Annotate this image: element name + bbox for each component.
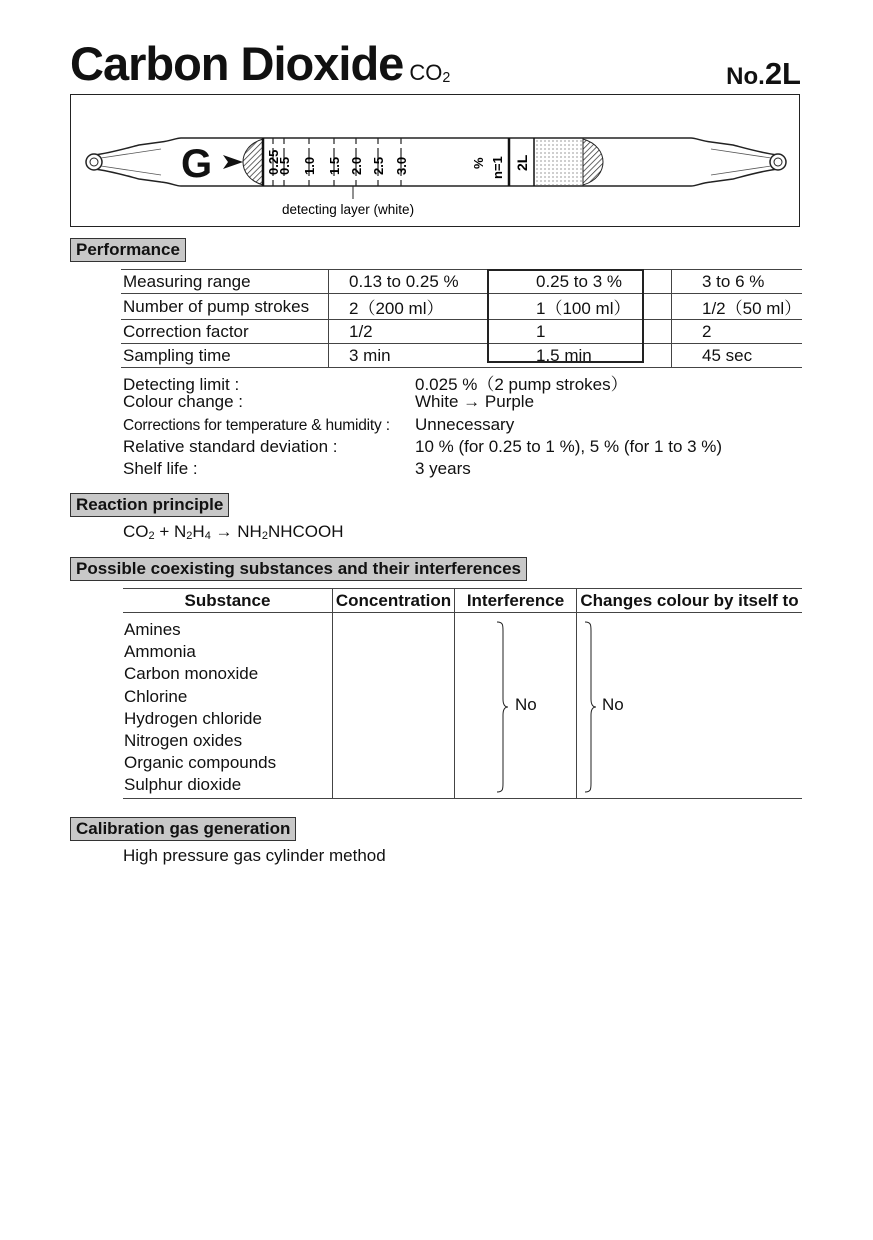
scale-label: 2.0	[349, 156, 364, 175]
scale-label: 1.0	[302, 156, 317, 175]
performance-value-low: 3 min	[329, 344, 507, 368]
substance-item: Amines	[124, 620, 181, 639]
tube-strokes: n=1	[490, 156, 505, 179]
detail-key: Shelf life :	[123, 459, 198, 478]
detail-row	[123, 459, 471, 479]
performance-value-high: 2	[672, 320, 803, 344]
performance-value-low: 1/2	[329, 320, 507, 344]
col-changes-colour: Changes colour by itself to	[577, 589, 803, 613]
detail-key: Detecting limit :	[123, 375, 240, 394]
interferences-table	[123, 588, 802, 799]
performance-value-standard: 1（100 ml）	[506, 294, 672, 320]
substance-item: Sulphur dioxide	[124, 775, 242, 795]
interference-cell	[455, 613, 577, 799]
detail-key: Relative standard deviation :	[123, 437, 338, 456]
changes-colour-value: No	[602, 695, 624, 714]
performance-row	[121, 294, 802, 320]
performance-label: Sampling time	[121, 344, 329, 368]
performance-value-high: 3 to 6 %	[672, 270, 803, 294]
performance-row	[121, 270, 802, 294]
scale-label: 2.5	[371, 156, 386, 175]
detector-tube-svg	[71, 95, 801, 228]
brace-icon	[495, 621, 509, 793]
detail-value: 0.025 %（2 pump strokes）	[415, 375, 628, 394]
substance-item: Nitrogen oxides	[124, 730, 243, 750]
substance-item: Organic compounds	[124, 753, 277, 773]
col-interference: Interference	[455, 589, 577, 613]
tube-code: 2L	[514, 154, 530, 171]
detail-value: Unnecessary	[415, 415, 515, 434]
substance-item: Chlorine	[124, 686, 188, 706]
substance-item: Ammonia	[124, 642, 196, 662]
substance-item: Carbon monoxide	[124, 664, 259, 684]
scale-label: 1.5	[327, 156, 342, 175]
performance-label: Correction factor	[121, 320, 329, 344]
section-performance-heading: Performance	[70, 238, 186, 262]
model-number: No.2L	[726, 56, 801, 91]
performance-value-high: 45 sec	[672, 344, 803, 368]
detail-key: Colour change :	[123, 392, 244, 411]
tube-caption: detecting layer (white)	[282, 202, 415, 217]
section-calibration-heading: Calibration gas generation	[70, 817, 296, 841]
scale-label: 0.25	[266, 149, 281, 175]
logo-g-icon: G	[181, 142, 213, 186]
title-text: Carbon Dioxide	[70, 37, 404, 90]
detail-value: White → Purple	[415, 392, 535, 411]
performance-label: Measuring range	[121, 270, 329, 294]
performance-value-low: 0.13 to 0.25 %	[329, 270, 507, 294]
detail-key: Corrections for temperature & humidity :	[123, 417, 390, 434]
scale-label: 3.0	[394, 156, 409, 175]
detail-value: 3 years	[415, 459, 471, 478]
performance-value-standard: 1	[506, 320, 672, 344]
interference-value: No	[515, 695, 537, 714]
detail-row	[123, 415, 514, 435]
substance-list	[123, 613, 333, 799]
changes-colour-cell	[577, 613, 803, 799]
detail-row	[123, 392, 534, 412]
scale-label: 0.5	[277, 156, 292, 175]
performance-label: Number of pump strokes	[121, 294, 329, 320]
calibration-method: High pressure gas cylinder method	[123, 846, 386, 865]
detail-row	[123, 437, 722, 457]
performance-value-low: 2（200 ml）	[329, 294, 507, 320]
reagent-layer	[534, 139, 583, 185]
tube-diagram	[70, 94, 800, 227]
tube-unit: %	[471, 157, 486, 169]
substance-item: Hydrogen chloride	[124, 708, 262, 728]
performance-value-standard: 1.5 min	[506, 344, 672, 368]
title-formula: $CO_2$	[409, 60, 451, 87]
brace-icon	[583, 621, 597, 793]
concentration-cell	[333, 613, 455, 799]
col-substance: Substance	[123, 589, 333, 613]
performance-value-standard: 0.25 to 3 %	[506, 270, 672, 294]
performance-row	[121, 320, 802, 344]
detail-value: 10 % (for 0.25 to 1 %), 5 % (for 1 to 3 %)	[415, 437, 723, 456]
col-concentration: Concentration	[333, 589, 455, 613]
performance-row	[121, 344, 802, 368]
section-interferences-heading: Possible coexisting substances and their interferences	[70, 557, 527, 581]
reaction-equation: $CO_2 + N_2H_4$ → $NH_2NHCOOH$	[123, 522, 344, 543]
page-title	[70, 36, 450, 91]
performance-table	[121, 269, 802, 368]
performance-value-high: 1/2（50 ml）	[672, 294, 803, 320]
section-reaction-heading: Reaction principle	[70, 493, 229, 517]
